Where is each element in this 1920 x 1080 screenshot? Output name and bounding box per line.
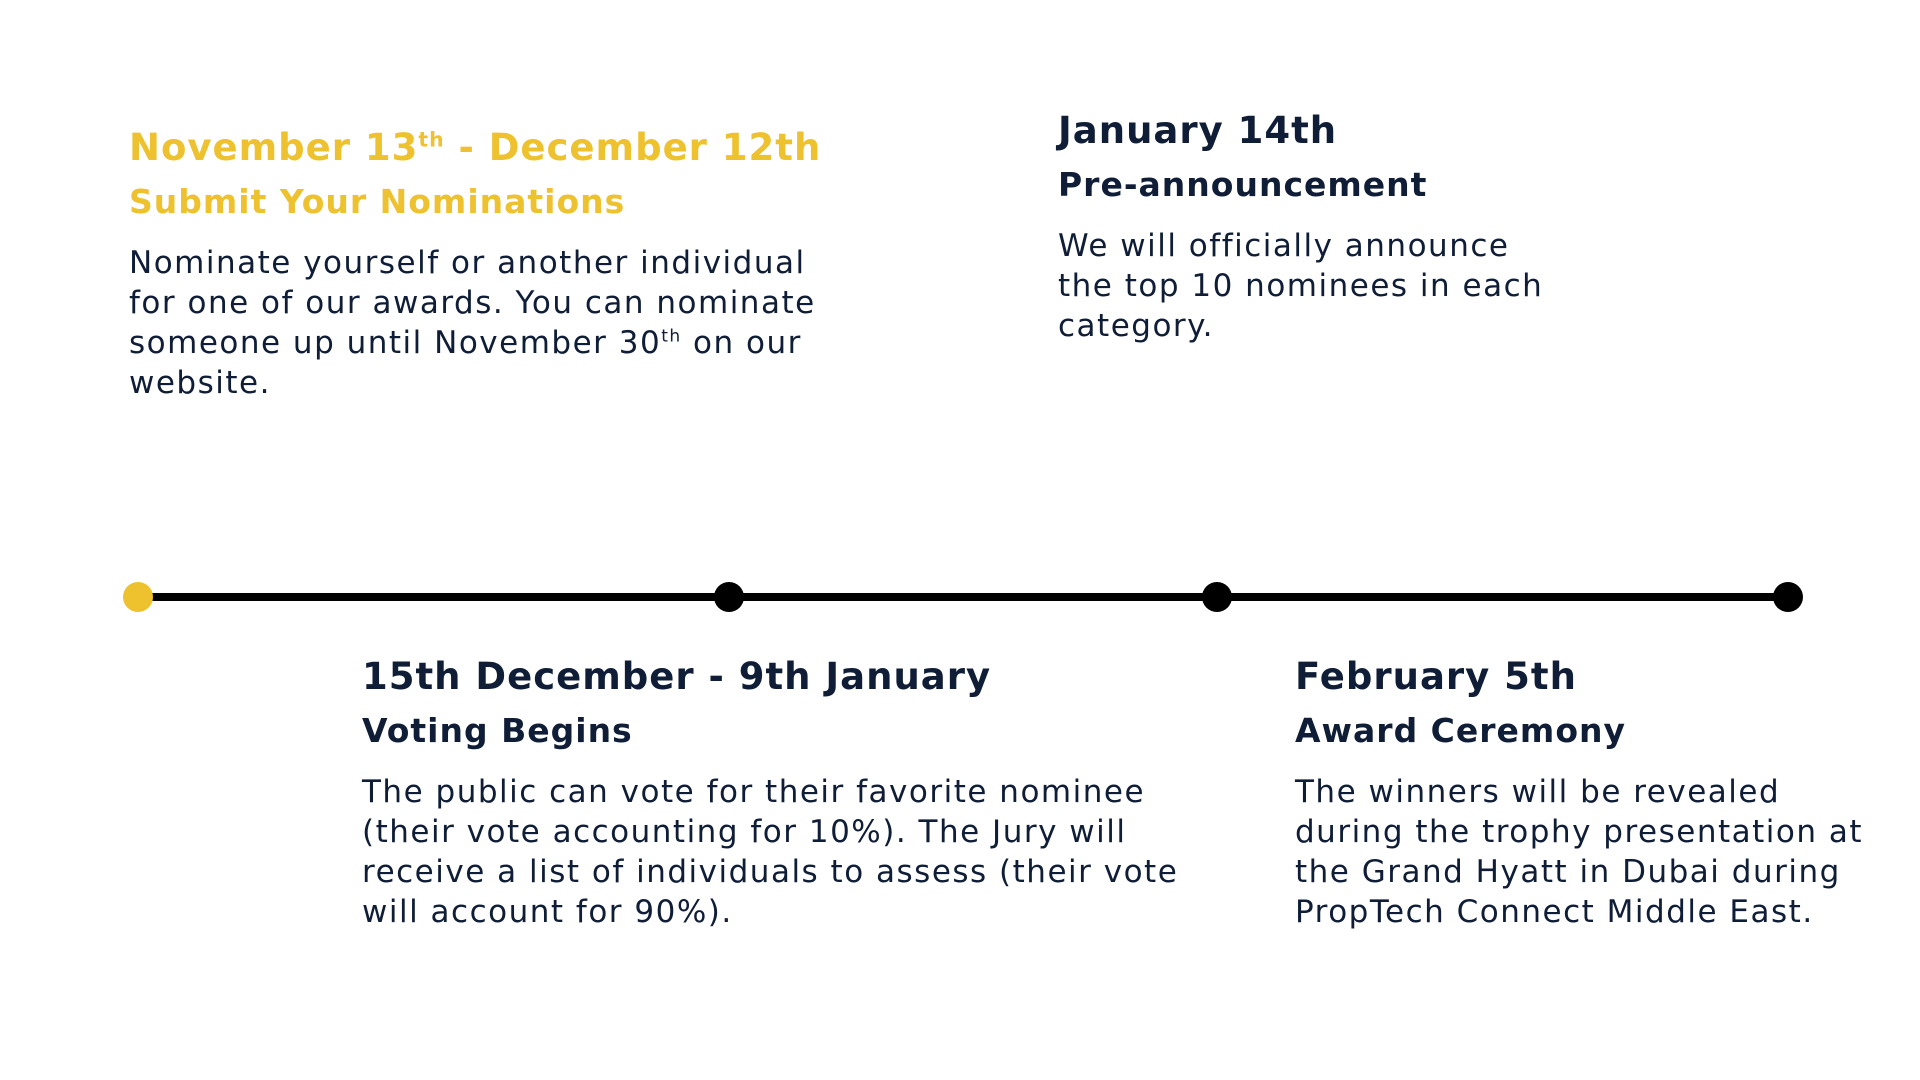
milestone-description: The public can vote for their favorite nominee (their vote accounting for 10%). The Jury will receive a list of individuals to assess (their vote will account for 90%). — [362, 773, 1179, 930]
date-superscript: th — [418, 127, 445, 152]
description-superscript: th — [661, 326, 682, 347]
timeline-marker-pre-announcement — [1202, 582, 1232, 612]
milestone-date: February 5th — [1295, 655, 1577, 698]
milestone-description: The winners will be revealed during the trophy presentation at the Grand Hyatt in Dubai during PropTech Connect Middle East. — [1295, 773, 1864, 930]
milestone-ceremony — [1295, 654, 1895, 932]
milestone-voting — [362, 654, 1192, 932]
milestone-title: Award Ceremony — [1295, 711, 1626, 751]
timeline-marker-nominations — [123, 582, 153, 612]
timeline-marker-voting — [714, 582, 744, 612]
date-end: - December 12th — [444, 126, 822, 169]
milestone-date: 15th December - 9th January — [362, 655, 992, 698]
milestone-title: Pre-announcement — [1058, 165, 1428, 205]
description-text: Nominate yourself or another individual for one of our awards. You can nominate someone up until November 30 — [129, 244, 816, 361]
milestone-title: Submit Your Nominations — [129, 182, 626, 222]
date-start: November 13 — [129, 126, 419, 169]
description-text-end: on our website. — [129, 324, 802, 401]
milestone-description: We will officially announce the top 10 nominees in each category. — [1058, 227, 1544, 344]
milestone-date: January 14th — [1058, 109, 1338, 152]
timeline-marker-ceremony — [1773, 582, 1803, 612]
milestone-title: Voting Begins — [362, 711, 633, 751]
